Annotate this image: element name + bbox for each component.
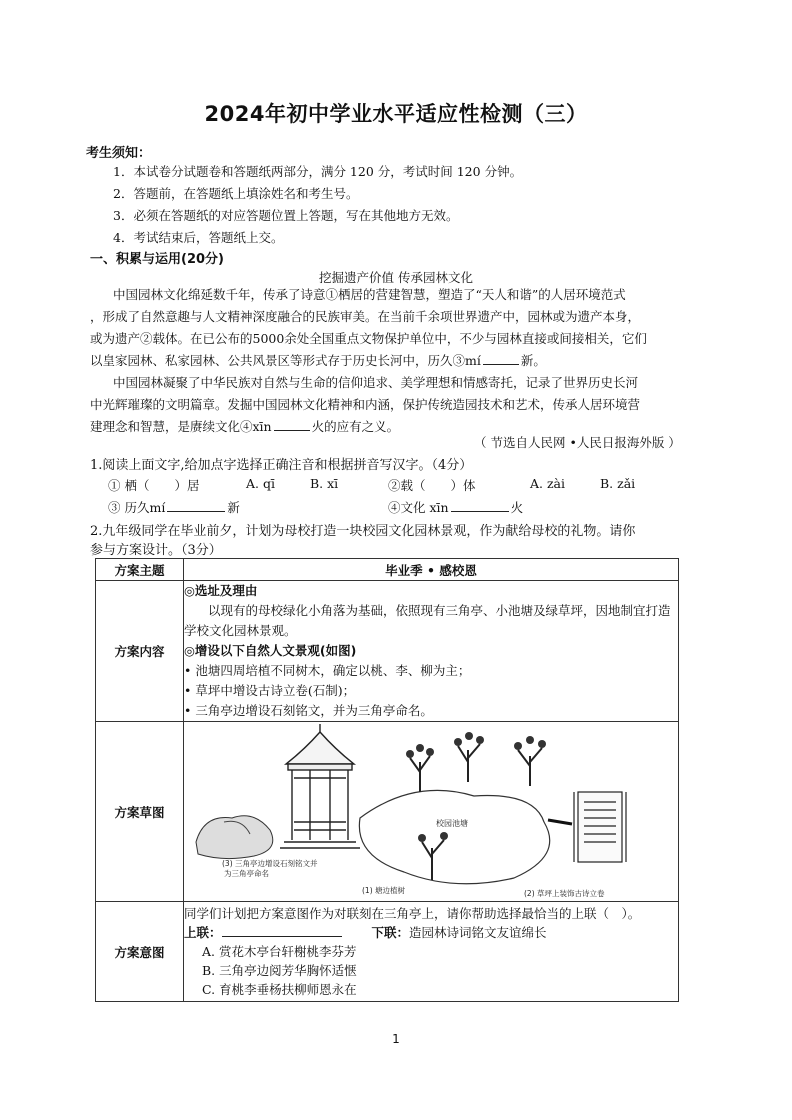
tree-icon	[518, 748, 542, 786]
upper-couplet-blank[interactable]	[222, 925, 342, 937]
sketch-caption: 为三角亭命名	[224, 869, 269, 878]
intent-question: 同学们计划把方案意图作为对联刻在三角亭上，请你帮助选择最恰当的上联（ ）。	[184, 906, 641, 921]
sketch-illustration	[184, 722, 678, 898]
section-heading: 一、积累与运用(20分)	[90, 252, 224, 267]
q1-fill	[388, 498, 523, 516]
q1-fill-text: ④文化 xīn	[388, 500, 449, 515]
choice-option[interactable]: A. 赏花木亭台轩榭桃李芬芳	[202, 944, 357, 959]
article-line: ，形成了自然意趣与人文精神深度融合的民族审美。在当前千余项世界遗产中，园林或为遗产本身，	[90, 309, 641, 324]
content-bullet: • 池塘四周培植不同树木，确定以桃、李、柳为主；	[184, 663, 471, 678]
notice-item: 1．本试卷分试题卷和答题纸两部分，满分 120 分，考试时间 120 分钟。	[113, 164, 523, 179]
notice-item: 3．必须在答题纸的对应答题位置上答题，写在其他地方无效。	[113, 208, 459, 223]
sketch-caption: (2) 草坪上装饰古诗立卷	[524, 889, 605, 898]
article-line: 中国园林文化绵延数千年，传承了诗意①栖居的营建智慧，塑造了“天人和谐”的人居环境范式	[113, 287, 626, 302]
article-line: 或为遗产②载体。在已公布的5000余处全国重点文物保护单位中，不少与园林直接或间接相关，它们	[90, 331, 647, 346]
scroll-icon	[574, 792, 626, 862]
content-cell	[184, 581, 679, 722]
q1-option: ②载（ ）体	[388, 478, 476, 493]
rock-shape	[196, 816, 273, 859]
pond-label: 校园池塘	[436, 819, 468, 828]
plan-table	[95, 558, 679, 1002]
tree-icon	[410, 756, 430, 792]
article-title: 挖掘遗产价值 传承园林文化	[319, 270, 473, 285]
q1-option: B. xī	[310, 476, 339, 491]
q1-option: ① 栖（ ）居	[108, 478, 200, 493]
choice-option[interactable]: C. 育桃李垂杨扶柳师恩永在	[202, 982, 357, 997]
q1-fill	[108, 498, 240, 516]
article-text: 建理念和智慧，是赓续文化④xīn	[90, 419, 272, 434]
question-2-stem: 参与方案设计。（3分）	[90, 543, 222, 558]
answer-blank[interactable]	[274, 419, 310, 431]
article-line: 中光辉璀璨的文明篇章。发掘中国园林文化精神和内涵，保护传统造园技术和艺术，传承人居环境营	[90, 397, 641, 412]
tree-icon	[458, 744, 480, 782]
sketch-label: 方案草图	[96, 722, 184, 902]
theme-label: 方案主题	[96, 559, 184, 581]
question-1-stem: 1.阅读上面文字,给加点字选择正确注音和根据拼音写汉字。（4分）	[90, 458, 473, 473]
q1-fill-text: ③ 历久mí	[108, 500, 166, 515]
sketch-caption: (1) 塘边植树	[362, 886, 406, 895]
page-title: 2024年初中学业水平适应性检测（三）	[204, 102, 588, 126]
content-heading: ◎增设以下自然人文景观(如图)	[184, 643, 357, 658]
answer-blank[interactable]	[167, 500, 225, 512]
article-text: 火的应有之义。	[311, 419, 400, 434]
q1-option: A. zài	[530, 476, 566, 491]
q1-option: A. qī	[246, 476, 275, 491]
content-bullet: • 草坪中增设古诗立卷(石制)；	[184, 683, 356, 698]
q1-fill-text: 火	[510, 500, 524, 515]
intent-cell	[184, 902, 679, 1002]
q1-option: B. zǎi	[600, 476, 636, 491]
notice-item: 2．答题前，在答题纸上填涂姓名和考生号。	[113, 186, 359, 201]
answer-blank[interactable]	[451, 500, 509, 512]
tree-icon	[422, 840, 444, 880]
intent-label: 方案意图	[96, 902, 184, 1002]
article-text: 新。	[520, 353, 546, 368]
pond-shape	[359, 790, 549, 883]
couplet-line	[184, 923, 678, 942]
upper-couplet-label: 上联：	[184, 925, 222, 940]
content-bullet: • 三角亭边增设石刻铭文，并为三角亭命名。	[184, 703, 433, 718]
lower-couplet-text: 造园林诗词铭文友谊绵长	[409, 925, 547, 940]
content-heading: ◎选址及理由	[184, 583, 258, 598]
sketch-caption: (3) 三角亭边增设石刻铭文并	[222, 859, 318, 868]
content-text: 以现有的母校绿化小角落为基础，依照现有三角亭、小池塘及绿草坪，因地制宜打造	[208, 603, 671, 618]
question-2-stem: 2.九年级同学在毕业前夕，计划为母校打造一块校园文化园林景观，作为献给母校的礼物。请你	[90, 524, 636, 539]
article-line	[90, 416, 399, 438]
article-line	[90, 350, 546, 372]
notice-heading: 考生须知：	[86, 146, 152, 161]
sketch-cell	[184, 722, 679, 902]
arrow-icon	[548, 820, 572, 824]
theme-value: 毕业季 • 感校恩	[184, 559, 679, 581]
page-number: 1	[392, 1032, 400, 1046]
notice-item: 4．考试结束后，答题纸上交。	[113, 230, 284, 245]
lower-couplet-label: 下联：	[371, 925, 410, 940]
pavilion-icon	[280, 724, 360, 848]
choice-option[interactable]: B. 三角亭边阅芳华胸怀适惬	[202, 963, 357, 978]
article-source: （ 节选自人民网 •人民日报海外版 ）	[474, 435, 681, 450]
content-text: 学校文化园林景观。	[184, 623, 297, 638]
answer-blank[interactable]	[483, 353, 519, 365]
content-label: 方案内容	[96, 581, 184, 722]
article-text: 以皇家园林、私家园林、公共风景区等形式存于历史长河中，历久③mí	[90, 353, 481, 368]
article-line: 中国园林凝聚了中华民族对自然与生命的信仰追求、美学理想和情感寄托，记录了世界历史长河	[113, 375, 639, 390]
q1-fill-text: 新	[227, 500, 240, 515]
